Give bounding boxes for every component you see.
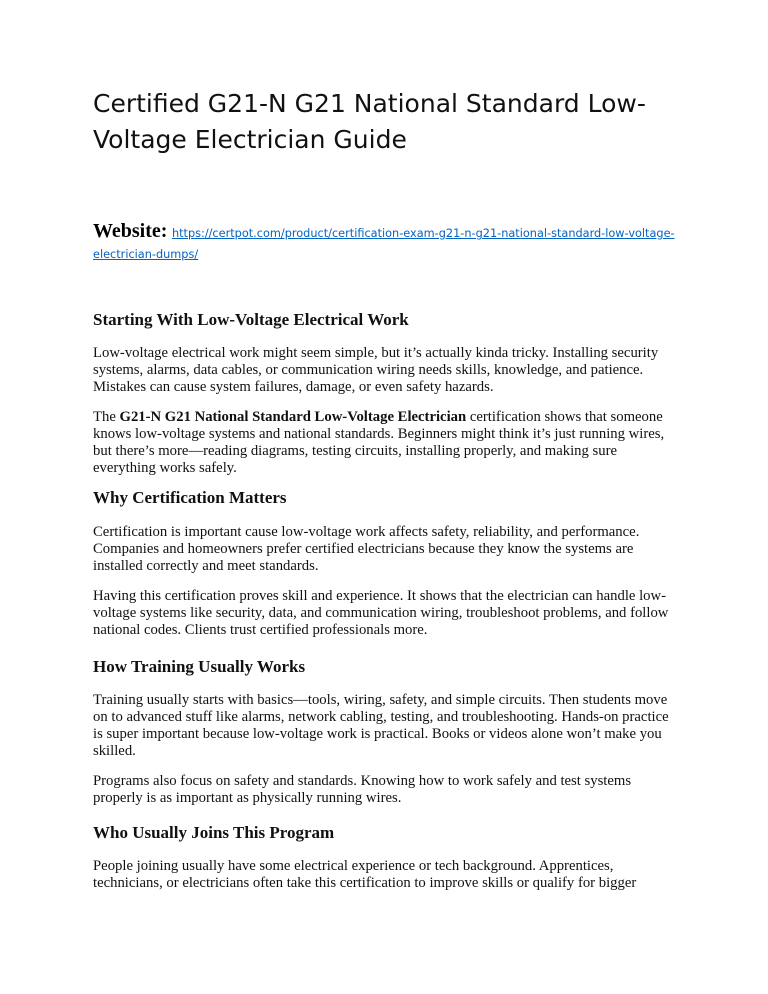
section-heading-why: Why Certification Matters bbox=[93, 488, 287, 507]
paragraph: Programs also focus on safety and standards. Knowing how to work safely and test systems properly is as important as physically running wires. bbox=[93, 773, 632, 806]
section-heading-who: Who Usually Joins This Program bbox=[93, 823, 335, 842]
certification-name: G21-N G21 National Standard Low-Voltage Electrician bbox=[119, 409, 467, 425]
paragraph: Certification is important cause low-voltage work affects safety, reliability, and performance. Companies and homeowners prefer certified electricians because they know the systems are installed correctly and meet standards. bbox=[93, 524, 640, 574]
website-link[interactable]: https://certpot.com/product/certification-exam-g21-n-g21-national-standard-low-voltage-electrician-dumps/ bbox=[93, 227, 675, 261]
paragraph: People joining usually have some electrical experience or tech background. Apprentices, technicians, or electricians often take this certification to improve skills or qualify for bigger bbox=[93, 858, 637, 891]
page-title: Certified G21-N G21 National Standard Low-Voltage Electrician Guide bbox=[93, 89, 646, 154]
section-heading-starting: Starting With Low-Voltage Electrical Work bbox=[93, 310, 409, 329]
paragraph: Having this certification proves skill and experience. It shows that the electrician can handle low-voltage systems like security, data, and communication wiring, troubleshoot problems, and follow national codes. Clients trust certified professionals more. bbox=[93, 588, 669, 638]
paragraph: Training usually starts with basics—tools, wiring, safety, and simple circuits. Then students move on to advanced stuff like alarms, network cabling, testing, and troubleshooting. Hands-on practice is super important because low-voltage work is practical. Books or videos alone won’t make you skilled. bbox=[93, 692, 669, 759]
paragraph: Low-voltage electrical work might seem simple, but it’s actually kinda tricky. Installing security systems, alarms, data cables, or communication wiring needs skills, knowledge, and patience. Mistakes can cause system failures, damage, or even safety hazards. bbox=[93, 345, 659, 395]
paragraph bbox=[93, 409, 681, 477]
paragraph-text: The bbox=[93, 409, 120, 425]
website-label: Website: bbox=[93, 220, 168, 242]
website-line bbox=[93, 222, 683, 264]
paragraph-text: certification shows that someone knows low-voltage systems and national standards. Beginners might think it’s just running wires, but there’s more—reading diagrams, testing circuits, installing properly, and making sure everything works safely. bbox=[93, 409, 665, 476]
section-heading-training: How Training Usually Works bbox=[93, 657, 306, 676]
